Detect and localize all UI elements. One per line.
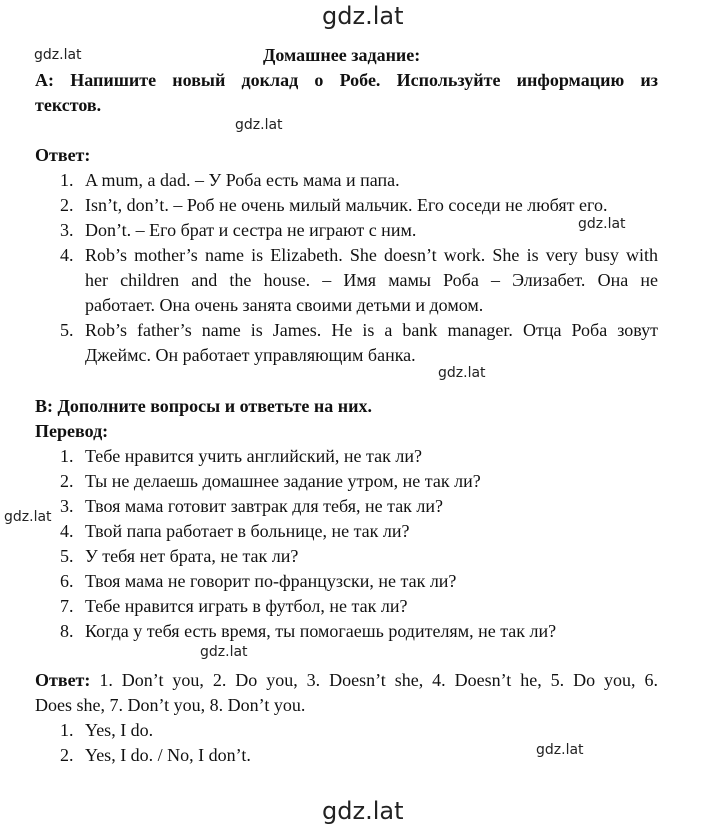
task-b-letter: B (35, 396, 48, 416)
answer-a-label: Ответ: (35, 145, 91, 165)
task-b (35, 394, 372, 419)
answer-b-line-1 (35, 668, 658, 693)
list-number: 8. (60, 621, 74, 641)
answer-a-item-3: Don’t. – Его брат и сестра не играют с ним. (85, 220, 417, 240)
list-number: 3. (60, 496, 74, 516)
answer-a-item-4-line-3: работает. Она очень занята своими детьми и домом. (85, 295, 484, 315)
list-number: 7. (60, 596, 74, 616)
list-number: 6. (60, 571, 74, 591)
watermark: gdz.lat (34, 47, 82, 63)
answer-a-item-4-line-2: her children and the house. – Имя мамы Роба – Элизабет. Она не (85, 270, 658, 290)
list-number: 2. (60, 471, 74, 491)
translation-item-3: Твоя мама готовит завтрак для тебя, не так ли? (85, 496, 444, 516)
task-a-line-1: A: Напишите новый доклад о Робе. Используйте информацию из (35, 70, 658, 90)
list-number: 1. (60, 170, 74, 190)
watermark: gdz.lat (200, 644, 248, 660)
watermark: gdz.lat (4, 509, 52, 525)
list-number: 3. (60, 220, 74, 240)
task-a-line-2: текстов. (35, 95, 102, 115)
answer-b-text-1: 1. Don’t you, 2. Do you, 3. Doesn’t she, 4. Doesn’t he, 5. Do you, 6. (90, 670, 658, 690)
list-number: 1. (60, 446, 74, 466)
translation-label: Перевод: (35, 421, 109, 441)
translation-item-8: Когда у тебя есть время, ты помогаешь родителям, не так ли? (85, 621, 557, 641)
answer-a-item-5-line-1: Rob’s father’s name is James. He is a bank manager. Отца Роба зовут (85, 320, 658, 340)
answer-b-item-2: Yes, I do. / No, I don’t. (85, 745, 251, 765)
translation-item-6: Твоя мама не говорит по-французски, не так ли? (85, 571, 457, 591)
homework-title: Домашнее задание: (263, 45, 421, 65)
list-number: 2. (60, 745, 74, 765)
watermark-top: gdz.lat (322, 2, 404, 30)
translation-item-7: Тебе нравится играть в футбол, не так ли? (85, 596, 408, 616)
translation-item-1: Тебе нравится учить английский, не так ли? (85, 446, 422, 466)
answer-a-item-2: Isn’t, don’t. – Роб не очень милый мальчик. Его соседи не любят его. (85, 195, 608, 215)
translation-item-2: Ты не делаешь домашнее задание утром, не так ли? (85, 471, 481, 491)
watermark: gdz.lat (235, 117, 283, 133)
answer-b-label: Ответ: (35, 670, 91, 690)
task-b-text: : Дополните вопросы и ответьте на них. (47, 396, 373, 416)
list-number: 4. (60, 245, 74, 265)
answer-a-item-4-line-1: Rob’s mother’s name is Elizabeth. She doesn’t work. She is very busy with (85, 245, 658, 265)
answer-a-item-1: A mum, a dad. – У Роба есть мама и папа. (85, 170, 400, 190)
list-number: 5. (60, 546, 74, 566)
watermark: gdz.lat (578, 216, 626, 232)
list-number: 1. (60, 720, 74, 740)
watermark: gdz.lat (536, 742, 584, 758)
list-number: 2. (60, 195, 74, 215)
answer-a-item-5-line-2: Джеймс. Он работает управляющим банка. (85, 345, 416, 365)
list-number: 5. (60, 320, 74, 340)
translation-item-5: У тебя нет брата, не так ли? (85, 546, 299, 566)
translation-item-4: Твой папа работает в больнице, не так ли? (85, 521, 410, 541)
answer-b-item-1: Yes, I do. (85, 720, 154, 740)
watermark-bottom: gdz.lat (322, 797, 404, 825)
watermark: gdz.lat (438, 365, 486, 381)
answer-b-line-2: Does she, 7. Don’t you, 8. Don’t you. (35, 695, 306, 715)
list-number: 4. (60, 521, 74, 541)
